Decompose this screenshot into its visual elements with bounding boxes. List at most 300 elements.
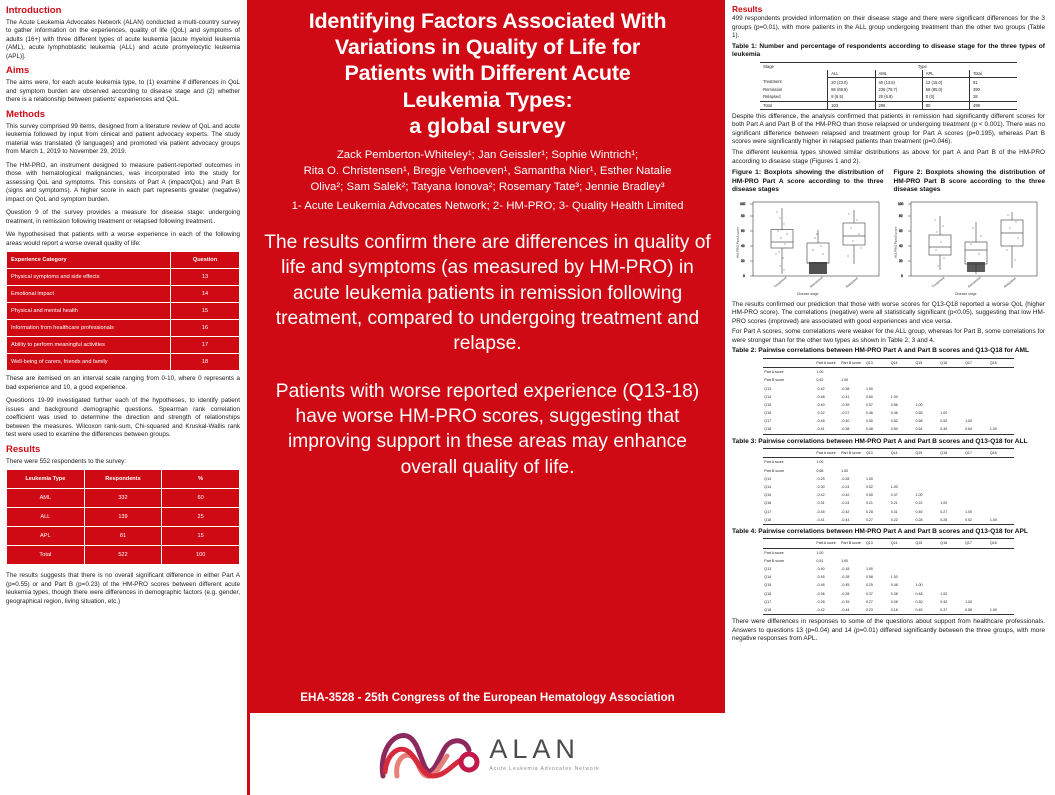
corr-cell <box>964 458 989 467</box>
corr-cell: -0.45 <box>816 419 825 424</box>
corr-cell <box>939 466 964 474</box>
figure-1-caption: Figure 1: Boxplots showing the distribution of HM-PRO Part A score according to the three disease stages <box>732 169 884 194</box>
table1-corner-label: Stage <box>760 62 828 70</box>
table4-caption: Table 4: Pairwise correlations between HM-PRO Part A and Part B scores and Q13-Q18 for APL <box>732 527 1028 535</box>
alan-wordmark: ALAN <box>489 734 580 764</box>
table1-cell: 86 (69.9) <box>828 86 875 93</box>
corr-cell <box>989 581 1014 589</box>
results-heading-left: Results <box>6 443 41 455</box>
corr-cell: -0.24 <box>841 484 850 489</box>
corr-col-1: Part A score <box>815 539 840 548</box>
corr-cell: 0.42 <box>940 599 948 604</box>
corr-cell: 0.22 <box>915 501 923 506</box>
corr-cell: 1.00 <box>940 501 948 506</box>
corr-col-2: Part B score <box>840 539 865 548</box>
corr-col-5: Q15 <box>915 449 940 458</box>
table1-cell: 499 <box>970 101 1017 109</box>
corr-cell <box>890 466 915 474</box>
corr-cell: -0.32 <box>816 411 825 416</box>
table1-cell: 8 (6.5) <box>828 93 875 101</box>
table-row <box>760 101 1017 109</box>
corr-cell: 1.00 <box>841 558 849 563</box>
table-header-row <box>760 70 1017 78</box>
corr-cell: 0.45 <box>915 606 940 615</box>
corr-cell <box>964 393 989 401</box>
table-row <box>763 606 1013 615</box>
corr-cell <box>964 401 989 409</box>
corr-cell <box>989 557 1014 565</box>
corr-cell <box>989 573 1014 581</box>
svg-text:0: 0 <box>900 273 903 278</box>
corr-row-label: Part A score <box>764 460 784 465</box>
corr-cell: 0.26 <box>939 516 964 525</box>
corr-cell <box>989 466 1014 474</box>
svg-text:60: 60 <box>740 228 745 233</box>
corr-row-label: Part B score <box>764 468 785 473</box>
corr-cell: 1.00 <box>940 591 948 596</box>
corr-cell: 0.51 <box>816 558 824 563</box>
respondent-count: 81 <box>85 527 162 545</box>
svg-text:100: 100 <box>897 201 903 206</box>
corr-cell: 1.00 <box>915 493 923 498</box>
corr-cell <box>989 417 1014 425</box>
table-header-row <box>763 358 1013 367</box>
corr-cell: 0.38 <box>890 591 898 596</box>
corr-cell <box>964 376 989 384</box>
corr-col-5: Q15 <box>915 539 940 548</box>
experience-label: Emotional impact <box>7 286 170 302</box>
corr-cell: 0.48 <box>890 583 898 588</box>
corr-cell <box>890 557 915 565</box>
methods-paragraph-2: The HM-PRO, an instrument designed to measure patient-reported outcomes in those with hematological malignancies, was incorporated into the study for assessing QoL and symptoms. This consists of Part A (impact/QoL) and Part B (signs and symptoms). A higher score in each part represents greater (negative) impact on QoL and symptom burden. <box>6 161 240 203</box>
leukemia-type: AML <box>7 489 84 507</box>
table1-cell: 12 (15.0) <box>922 78 969 86</box>
methods-paragraph-3: Question 9 of the survey provides a measure for disease stage: undergoing treatment, in remission following treatment or relapsed following treatment.. <box>6 209 240 225</box>
corr-cell: -0.24 <box>841 501 850 506</box>
svg-text:100: 100 <box>739 201 745 206</box>
corr-row-label: Q16 <box>764 411 772 416</box>
corr-cell: 0.46 <box>865 411 873 416</box>
corr-cell: 0.37 <box>865 591 873 596</box>
corr-cell <box>964 409 989 417</box>
table-row <box>7 320 239 336</box>
corr-cell: -0.38 <box>840 425 865 434</box>
corr-cell: -0.28 <box>841 591 850 596</box>
table1-caption: Table 1: Number and percentage of respondents according to disease stage for the three types of leukemia <box>732 42 1045 59</box>
corr-col-1: Part A score <box>815 358 840 367</box>
corr-col-8: Q18 <box>989 358 1014 367</box>
corr-col-6: Q16 <box>939 358 964 367</box>
corr-col-4: Q14 <box>890 358 915 367</box>
corr-cell: 1.00 <box>989 606 1014 615</box>
table-row <box>763 417 1013 425</box>
corr-cell: 0.55 <box>915 411 923 416</box>
corr-cell <box>989 475 1014 483</box>
experience-label: Well-being of carers, friends and family <box>7 354 170 370</box>
corr-cell: -0.28 <box>816 599 825 604</box>
corr-cell: 0.58 <box>865 575 873 580</box>
introduction-text: The Acute Leukemia Advocates Network (ALAN) conducted a multi-country survey to gather information on the experiences, quality of life (QoL) and symptoms of adults (16+) with three different types of acute leukemia [acute myeloid leukemia (AML), acute lymphoblastic leukemia (ALL) and acute promyelocytic leukemia (APL)]. <box>6 18 240 60</box>
svg-text:Relapsed: Relapsed <box>844 276 859 289</box>
corr-cell: -0.18 <box>841 567 850 571</box>
corr-cell <box>939 491 964 499</box>
corr-cell: 1.00 <box>865 386 873 391</box>
corr-col-3: Q13 <box>865 449 890 458</box>
corr-row-label: Q13 <box>764 567 772 571</box>
table-2-correlations-aml <box>763 358 1013 435</box>
table-row <box>7 286 239 302</box>
table-header-row <box>7 470 239 488</box>
corr-cell <box>915 458 940 467</box>
corr-cell: 0.48 <box>865 425 890 434</box>
table-row <box>763 401 1013 409</box>
experience-label: Physical symptoms and side effects <box>7 269 170 285</box>
table1-cell: 68 (85.0) <box>922 86 969 93</box>
corr-cell: 0.22 <box>890 516 915 525</box>
corr-col-4: Q14 <box>890 449 915 458</box>
table1-cell: 80 <box>922 101 969 109</box>
corr-col-1: Part A score <box>815 449 840 458</box>
corr-cell <box>865 466 890 474</box>
table-row <box>763 483 1013 491</box>
left-closing-text: The results suggests that there is no overall significant difference in either Part A (p=0.55) or and Part B (p=0.23) of the HM-PRO scores between different acute leukemia types, though there were differences in demographic factors (e.g. gender, geographical region, living situation, etc.) <box>6 572 240 605</box>
corr-cell: 0.21 <box>865 501 873 506</box>
corr-row-label: Q15 <box>764 583 772 588</box>
table-row <box>763 368 1013 377</box>
corr-cell <box>989 393 1014 401</box>
corr-cell <box>989 368 1014 377</box>
corr-corner <box>763 358 815 367</box>
corr-cell: -0.38 <box>841 386 850 391</box>
corr-row-label: Part A score <box>764 370 784 375</box>
table-row <box>763 376 1013 384</box>
title-line-1: Identifying Factors Associated With <box>308 9 667 33</box>
respondent-percent: 25 <box>162 508 239 526</box>
corr-cell <box>915 565 940 573</box>
figure-1-xlabel: Disease stage <box>796 291 818 296</box>
svg-text:20: 20 <box>898 258 903 263</box>
corr-cell: 1.00 <box>841 468 849 473</box>
corr-cell <box>890 376 915 384</box>
corr-cell <box>890 384 915 392</box>
corr-cell: 0.08 <box>890 599 898 604</box>
corr-cell: 1.00 <box>915 583 923 588</box>
conclusion-statement-1: The results confirm there are differences in quality of life and symptoms (as measured by HM-PRO) in acute leukemia patients in remission following treatment, compared to undergoing treatment and relapse. <box>264 231 711 355</box>
corr-cell: 0.52 <box>964 516 989 525</box>
author-line-3: Oliva²; Sam Salek²; Tatyana Ionova²; Rosemary Tate³; Jennie Bradley³ <box>310 181 665 194</box>
corr-cell: -0.48 <box>816 394 825 399</box>
corr-cell <box>964 483 989 491</box>
methods-paragraph-5: Questions 19-99 investigated further each of the hypotheses, to identify patient issues and background demographic questions. Spearman rank correlation coefficient was used to determine the direction and strength of relationships between the measures. Wilcoxon rank-sum, Chi-squared and Kruskal-Wallis rank test were used to examine the differences between groups. <box>6 397 240 439</box>
figure-1-boxplot <box>735 198 885 298</box>
table-row <box>763 516 1013 525</box>
corr-row-label: Q15 <box>764 402 772 407</box>
corr-cell <box>989 409 1014 417</box>
corr-cell: 0.58 <box>964 606 989 615</box>
title-line-2: Variations in Quality of Life for <box>334 35 641 60</box>
corr-col-7: Q17 <box>964 539 989 548</box>
table1-group-header: Type <box>828 62 1017 70</box>
congress-footer: EHA-3528 - 25th Congress of the European Hematology Association <box>250 691 725 713</box>
aims-text: The aims were, for each acute leukemia type, to (1) examine if differences in QoL and symptom burden are observed according to disease stage and (2) whether there is a relationship between patients' experiences and QoL. <box>6 79 240 104</box>
corr-cell: 0.49 <box>939 425 964 434</box>
svg-text:0: 0 <box>742 273 745 278</box>
col-question: Question <box>171 252 239 268</box>
svg-text:Remission: Remission <box>808 275 824 289</box>
corr-cell: 0.52 <box>865 484 873 489</box>
corr-cell <box>939 573 964 581</box>
corr-cell: -0.42 <box>815 606 840 615</box>
corr-cell <box>915 384 940 392</box>
alan-tagline: Acute Leukemia Advocates Network <box>489 766 600 772</box>
corr-col-6: Q16 <box>939 539 964 548</box>
corr-col-8: Q18 <box>989 449 1014 458</box>
corr-cell: 0.28 <box>915 516 940 525</box>
corr-col-2: Part B score <box>840 358 865 367</box>
corr-cell: -0.36 <box>816 591 825 596</box>
svg-text:Remission: Remission <box>966 275 982 289</box>
results-lead-text: There were 552 respondents to the survey: <box>6 457 127 465</box>
figure-2-ylabel: HM-PRO Part B score <box>893 226 898 258</box>
table-3-correlations-all <box>763 448 1013 525</box>
table-row <box>7 489 239 507</box>
corr-cell: -0.39 <box>841 402 850 407</box>
table-header-row <box>763 539 1013 548</box>
corr-cell: 1.00 <box>890 484 898 489</box>
corr-cell: 0.52 <box>890 419 898 424</box>
corr-cell: 0.50 <box>865 493 873 498</box>
methods-heading: Methods <box>6 108 46 120</box>
hypothesis-text: We hypothesised that patients with a worse experience in each of the following areas would report a worse overall quality of life: <box>6 231 240 247</box>
corr-cell: 0.48 <box>915 591 923 596</box>
corr-row-label: Part B score <box>764 558 785 563</box>
table-row <box>760 93 1017 101</box>
introduction-heading: Introduction <box>6 5 62 16</box>
corr-row-label: Q18 <box>763 606 815 615</box>
corr-cell: -0.45 <box>816 509 825 514</box>
corr-row-label: Q17 <box>764 509 772 514</box>
corr-cell <box>840 458 865 467</box>
corr-cell <box>915 368 940 377</box>
table1-col-all: ALL <box>828 70 875 78</box>
corr-cell <box>964 581 989 589</box>
table1-col-total: Total <box>970 70 1017 78</box>
table-row <box>7 527 239 545</box>
figure-2-boxplot <box>893 198 1043 298</box>
table-row <box>7 546 239 564</box>
corr-cell: 0.18 <box>890 606 915 615</box>
corr-cell: -0.27 <box>841 411 850 416</box>
corr-row-label: Q14 <box>764 484 772 489</box>
corr-col-5: Q15 <box>915 358 940 367</box>
corr-cell <box>915 466 940 474</box>
table1-stage-label: Treatment <box>763 79 782 85</box>
corr-cell: 0.62 <box>816 378 824 383</box>
corr-cell: 1.00 <box>940 411 948 416</box>
table-1-disease-stage <box>760 62 1017 110</box>
corr-cell: 1.00 <box>890 394 898 399</box>
left-column <box>0 0 250 795</box>
corr-cell: 1.00 <box>865 567 873 571</box>
corr-cell: 1.00 <box>816 550 824 555</box>
corr-corner <box>763 539 815 548</box>
corr-cell: -0.42 <box>841 509 850 514</box>
corr-cell: 0.23 <box>865 606 890 615</box>
corr-cell <box>865 376 890 384</box>
title-line-3: Patients with Different Acute <box>344 61 631 86</box>
corr-cell: 1.00 <box>989 425 1014 434</box>
right-column <box>725 0 1051 795</box>
svg-text:Relapsed: Relapsed <box>1002 276 1017 289</box>
corr-cell <box>939 483 964 491</box>
corr-row-label: Q15 <box>764 493 772 498</box>
table-row <box>763 475 1013 483</box>
corr-cell: 0.21 <box>890 501 898 506</box>
corr-cell <box>964 368 989 377</box>
table-row <box>763 393 1013 401</box>
table-row <box>763 384 1013 392</box>
table1-stage-label: Relapsed <box>760 93 828 101</box>
corr-cell <box>964 589 989 597</box>
corr-cell <box>964 491 989 499</box>
corr-cell: 1.00 <box>989 516 1014 525</box>
right-closing-text: There were differences in responses to some of the questions about support from healthcare professionals. Answers to questions 13 (p=0.04) and 14 (p=0.01) differed significantly between the three groups, with more negative responses from APL. <box>732 618 1045 643</box>
methods-paragraph-1: This survey comprised 99 items, designed from a literature review of QoL and acute leukemia followed by input from clinical and patient advocacy experts. The study material was translated (9 languages) and promoted via patient advocacy groups from March 1, 2019 to November 29, 2019. <box>6 122 240 156</box>
corr-cell: 0.47 <box>890 493 898 498</box>
corr-cell: 0.31 <box>890 509 898 514</box>
corr-cell <box>939 393 964 401</box>
table-header-row <box>763 449 1013 458</box>
table-row <box>7 337 239 353</box>
table-header-row <box>7 252 239 268</box>
corr-cell <box>989 491 1014 499</box>
corr-cell <box>989 507 1014 515</box>
corr-cell <box>964 565 989 573</box>
table-row <box>7 303 239 319</box>
corr-row-label: Q14 <box>764 394 772 399</box>
table1-cell: 40 (13.5) <box>875 78 922 86</box>
corr-cell <box>939 376 964 384</box>
table1-cell: 0 (0) <box>922 93 969 101</box>
corr-row-label: Q13 <box>764 476 772 481</box>
corr-cell: -0.40 <box>841 419 850 424</box>
corr-col-7: Q17 <box>964 449 989 458</box>
corr-cell <box>865 458 890 467</box>
table1-cell: 103 <box>828 101 875 109</box>
table1-stage-label: Total <box>760 101 828 109</box>
svg-text:40: 40 <box>740 243 745 248</box>
table1-cell: 20 (6.8) <box>875 93 922 101</box>
svg-text:20: 20 <box>740 258 745 263</box>
corr-cell <box>939 557 964 565</box>
corr-cell <box>915 548 940 557</box>
right-paragraph-1: 499 respondents provided information on their disease stage and there were significant differences for the 3 groups (p=0.01), with more patients in the ALL group undergoing treatment than the other two groups (Table 1). <box>732 15 1045 40</box>
corr-row-label: Q18 <box>763 516 815 525</box>
corr-cell: 0.58 <box>915 419 923 424</box>
corr-row-label: Part A score <box>764 550 784 555</box>
experience-label: Information from healthcare professionals <box>7 320 170 336</box>
corr-cell: -0.42 <box>816 386 825 391</box>
scale-note-text: These are itemised on an interval scale ranging from 0-10, where 0 represents a bad experience and 10, a good experience. <box>6 375 240 391</box>
corr-cell: -0.41 <box>815 516 840 525</box>
table-row <box>7 354 239 370</box>
table-row <box>763 507 1013 515</box>
table1-cell: 296 <box>875 101 922 109</box>
respondent-count: 522 <box>85 546 162 564</box>
table1-cell: 20 (23.0) <box>828 78 875 86</box>
corr-cell <box>840 368 865 377</box>
corr-cell: 0.27 <box>865 516 890 525</box>
corr-cell <box>890 548 915 557</box>
corr-cell <box>964 573 989 581</box>
svg-text:80: 80 <box>740 213 745 218</box>
respondent-percent: 15 <box>162 527 239 545</box>
experience-question: 16 <box>171 320 239 336</box>
center-column <box>250 0 725 795</box>
svg-text:80: 80 <box>898 213 903 218</box>
right-paragraph-5: For Part A scores, some correlations were weaker for the ALL group, whereas for Part B, some correlations for were stronger than for the other two types as shown in Table 2, 3 and 4. <box>732 328 1045 344</box>
corr-cell: 0.60 <box>865 394 873 399</box>
corr-cell: -0.30 <box>816 484 825 489</box>
figure-1-ylabel: HM-PRO Part A score <box>735 226 740 258</box>
leukemia-type: Total <box>7 546 84 564</box>
corr-cell: 1.00 <box>816 370 824 375</box>
corr-cell <box>939 368 964 377</box>
table-row <box>763 466 1013 474</box>
experience-category-table <box>6 251 240 371</box>
corr-cell: 0.57 <box>865 402 873 407</box>
table-row <box>760 62 1017 70</box>
boxplot-figures <box>732 198 1045 298</box>
corr-cell <box>989 458 1014 467</box>
right-paragraph-3: The different leukemia types showed similar distributions as above for part A and Part B of the HM-PRO according to disease stage (Figures 1 and 2). <box>732 148 1045 165</box>
table-row <box>760 78 1017 86</box>
author-line-1: Zack Pemberton-Whiteley¹; Jan Geissler¹; Sophie Wintrich¹; <box>336 149 639 162</box>
svg-text:40: 40 <box>898 243 903 248</box>
corr-col-3: Q13 <box>865 358 890 367</box>
corr-cell: 1.00 <box>865 476 873 481</box>
leukemia-type: APL <box>7 527 84 545</box>
svg-text:Treatment: Treatment <box>772 275 787 289</box>
corr-cell: -0.31 <box>816 501 825 506</box>
table3-caption: Table 3: Pairwise correlations between HM-PRO Part A and Part B scores and Q13-Q18 for ALL <box>732 437 1028 445</box>
experience-label: Ability to perform meaningful activities <box>7 337 170 353</box>
corr-cell <box>890 458 915 467</box>
title-line-4: Leukemia Types: <box>402 87 573 112</box>
corr-cell <box>989 499 1014 507</box>
table-row <box>763 499 1013 507</box>
col-leukemia-type: Leukemia Type <box>7 470 84 488</box>
corr-cell <box>964 557 989 565</box>
corr-cell <box>939 401 964 409</box>
corr-cell <box>890 565 915 573</box>
author-line-2: Rita O. Christensen¹, Bregje Verhoeven¹, Samantha Nier¹, Esther Natalie <box>303 165 672 178</box>
corr-row-label: Q18 <box>763 425 815 434</box>
table-row <box>763 557 1013 565</box>
corr-cell: -0.45 <box>816 575 825 580</box>
affiliations: 1- Acute Leukemia Advocates Network; 2- HM-PRO; 3- Quality Health Limited <box>291 199 684 212</box>
corr-cell: -0.28 <box>841 476 850 481</box>
table1-cell: 390 <box>970 86 1017 93</box>
table-row <box>763 581 1013 589</box>
corr-cell: 0.27 <box>940 509 948 514</box>
corr-cell <box>915 475 940 483</box>
corr-col-3: Q13 <box>865 539 890 548</box>
experience-question: 17 <box>171 337 239 353</box>
leukemia-type: ALL <box>7 508 84 526</box>
corr-cell <box>989 589 1014 597</box>
corr-cell: -0.41 <box>815 425 840 434</box>
